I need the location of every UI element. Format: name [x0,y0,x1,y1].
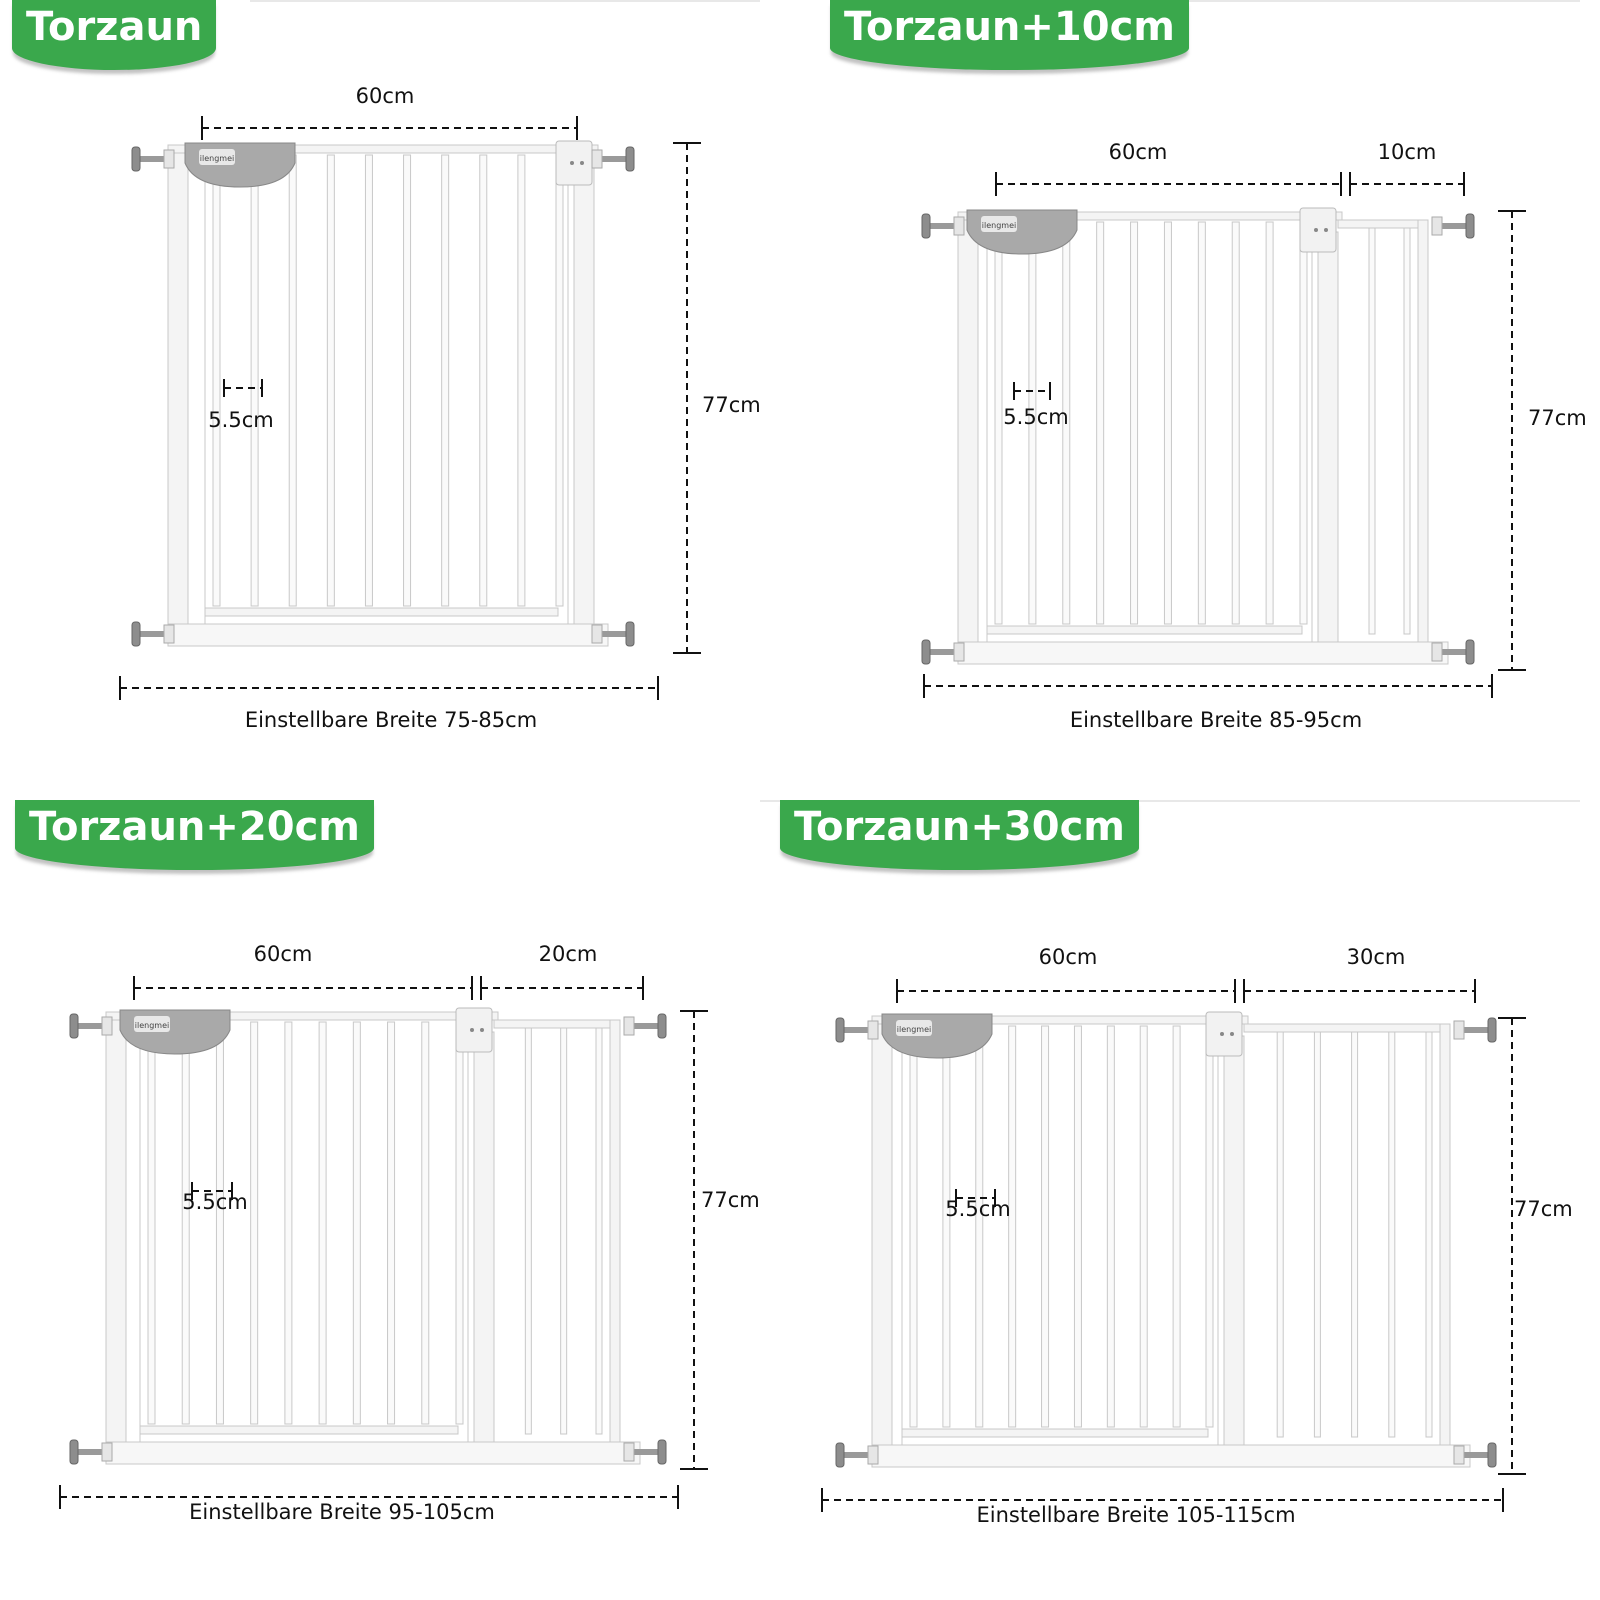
gate-bar [910,1026,917,1427]
handle-lock-icon [120,1010,230,1054]
handle-lock-icon [967,210,1077,254]
adjustable-width-label: Einstellbare Breite 105-115cm [976,1503,1296,1527]
panel-title-badge: Torzaun [12,0,216,70]
bolt-nut [868,1021,878,1039]
extension-width-label: 10cm [1377,140,1437,164]
bolt-pad [70,1014,78,1038]
bolt-pad [132,147,140,171]
left-post [958,212,978,648]
bolt-nut [868,1446,878,1464]
hinge-screw [1220,1032,1224,1036]
pressure-bolt-icon [624,1014,666,1038]
bolt-pad [1488,1018,1496,1042]
bolt-pad [1466,214,1474,238]
bolt-nut [592,150,602,168]
bolt-pad [70,1440,78,1464]
gate-bar [1164,222,1171,624]
gate-bar [182,1022,189,1424]
gate-bar [943,1026,950,1427]
gate-bar [1097,222,1104,624]
extension-bar [1277,1032,1283,1437]
bolt-pad [658,1440,666,1464]
gate-bar [556,155,563,606]
height-label: 77cm [701,1188,760,1212]
pressure-bolt-icon [624,1440,666,1464]
gate-bar [251,1022,258,1424]
height-label: 77cm [1514,1197,1573,1221]
gate-bar [422,1022,429,1424]
bottom-rail [168,624,608,646]
gate-bar [353,1022,360,1424]
hinge-screw [1324,228,1328,232]
panel-title-badge: Torzaun+10cm [830,0,1189,70]
left-post [106,1012,126,1448]
gate-bar [289,155,296,606]
gate-bar [1140,1026,1147,1427]
bar-gap-label: 5.5cm [1003,405,1069,429]
door-bottom-bar [987,626,1302,634]
bottom-rail [106,1442,640,1464]
extension-width-label: 20cm [538,942,598,966]
bolt-nut [164,625,174,643]
panel-title-badge: Torzaun+20cm [15,800,374,870]
pressure-bolt-icon [132,622,174,646]
hinge-screw [1314,228,1318,232]
gate-width-label: 60cm [355,84,415,108]
gate-bar [1300,222,1307,624]
bolt-nut [1454,1446,1464,1464]
bolt-pad [626,622,634,646]
right-post [474,1032,494,1442]
gate-bar [1107,1026,1114,1427]
pressure-bolt-icon [1432,214,1474,238]
bolt-pad [836,1443,844,1467]
bolt-nut [624,1017,634,1035]
gate-bar [1232,222,1239,624]
pressure-bolt-icon [1432,640,1474,664]
pressure-bolt-icon [1454,1443,1496,1467]
hinge-screw [580,161,584,165]
adjustable-width-label: Einstellbare Breite 95-105cm [189,1500,495,1524]
gate-bar [404,155,411,606]
extension-top-rail [1244,1024,1450,1032]
gate-bar [1009,1026,1016,1427]
gate-bar [365,155,372,606]
height-label: 77cm [702,393,761,417]
panel-torzaun [0,0,800,800]
gate-drawing [800,0,1600,800]
extension-bar [596,1028,602,1434]
extension-bar [1389,1032,1395,1437]
gate-drawing [800,800,1600,1600]
panel-torzaun-20cm [0,800,800,1600]
bar-gap-label: 5.5cm [945,1197,1011,1221]
gate-bar [1266,222,1273,624]
left-post [872,1016,892,1451]
pressure-bolt-icon [922,214,964,238]
gate-bar [1042,1026,1049,1427]
height-label: 77cm [1528,406,1587,430]
pressure-bolt-icon [592,147,634,171]
panel-torzaun-30cm [794,800,1600,1600]
bottom-rail [872,1445,1470,1467]
handle-lock-icon [882,1014,992,1058]
bolt-pad [922,214,930,238]
bar-gap-label: 5.5cm [208,408,274,432]
bolt-pad [1466,640,1474,664]
bolt-pad [658,1014,666,1038]
extension-end-post [1440,1024,1450,1445]
bolt-nut [1454,1021,1464,1039]
bolt-nut [592,625,602,643]
bolt-pad [836,1018,844,1042]
gate-bar [456,1022,463,1424]
extension-top-rail [1338,220,1428,228]
gate-bar [148,1022,155,1424]
extension-bar [1404,228,1410,634]
hinge-screw [570,161,574,165]
bolt-pad [132,622,140,646]
bottom-rail [958,642,1448,664]
right-post [1318,232,1338,642]
gate-bar [327,155,334,606]
extension-end-post [1418,220,1428,642]
gate-bar [388,1022,395,1424]
panel-title-badge: Torzaun+30cm [780,800,1139,870]
pressure-bolt-icon [70,1014,112,1038]
bolt-nut [102,1443,112,1461]
bolt-pad [922,640,930,664]
extension-bar [1426,1032,1432,1437]
bolt-nut [954,217,964,235]
door-bottom-bar [902,1429,1208,1437]
gate-bar [1173,1026,1180,1427]
gate-width-label: 60cm [253,942,313,966]
door-frame [205,153,568,624]
gate-bar [1198,222,1205,624]
brand-text: ilengmei [134,1021,170,1030]
pressure-bolt-icon [1454,1018,1496,1042]
bar-gap-label: 5.5cm [182,1190,248,1214]
extension-end-post [610,1020,620,1442]
left-post [168,145,188,630]
extension-top-rail [494,1020,620,1028]
brand-text: ilengmei [896,1025,932,1034]
handle-lock-icon [185,143,295,187]
adjustable-width-label: Einstellbare Breite 75-85cm [244,708,538,732]
hinge-screw [470,1028,474,1032]
gate-bar [976,1026,983,1427]
right-post [574,165,594,624]
gate-bar [213,155,220,606]
gate-bar [995,222,1002,624]
adjustable-width-label: Einstellbare Breite 85-95cm [1069,708,1363,732]
extension-width-label: 30cm [1346,945,1406,969]
door-bottom-bar [205,608,558,616]
door-bottom-bar [140,1426,458,1434]
brand-text: ilengmei [199,154,235,163]
pressure-bolt-icon [836,1018,878,1042]
extension-bar [1314,1032,1320,1437]
bolt-nut [1432,643,1442,661]
extension-bar [561,1028,567,1434]
gate-bar [1206,1026,1213,1427]
bolt-nut [1432,217,1442,235]
gate-bar [319,1022,326,1424]
brand-text: ilengmei [981,221,1017,230]
bolt-pad [626,147,634,171]
gate-bar [1131,222,1138,624]
gate-drawing [0,0,800,800]
gate-drawing [0,800,800,1600]
bolt-nut [164,150,174,168]
gate-width-label: 60cm [1108,140,1168,164]
panel-torzaun-10cm [800,0,1600,800]
extension-bar [525,1028,531,1434]
gate-bar [285,1022,292,1424]
bolt-pad [1488,1443,1496,1467]
gate-bar [1074,1026,1081,1427]
gate-bar [518,155,525,606]
pressure-bolt-icon [592,622,634,646]
gate-bar [216,1022,223,1424]
gate-bar [480,155,487,606]
pressure-bolt-icon [70,1440,112,1464]
bolt-nut [624,1443,634,1461]
hinge-screw [1230,1032,1234,1036]
pressure-bolt-icon [836,1443,878,1467]
pressure-bolt-icon [132,147,174,171]
right-post [1224,1036,1244,1445]
gate-bar [251,155,258,606]
gate-width-label: 60cm [1038,945,1098,969]
pressure-bolt-icon [922,640,964,664]
extension-bar [1352,1032,1358,1437]
extension-bar [1369,228,1375,634]
gate-bar [442,155,449,606]
bolt-nut [954,643,964,661]
bolt-nut [102,1017,112,1035]
hinge-screw [480,1028,484,1032]
